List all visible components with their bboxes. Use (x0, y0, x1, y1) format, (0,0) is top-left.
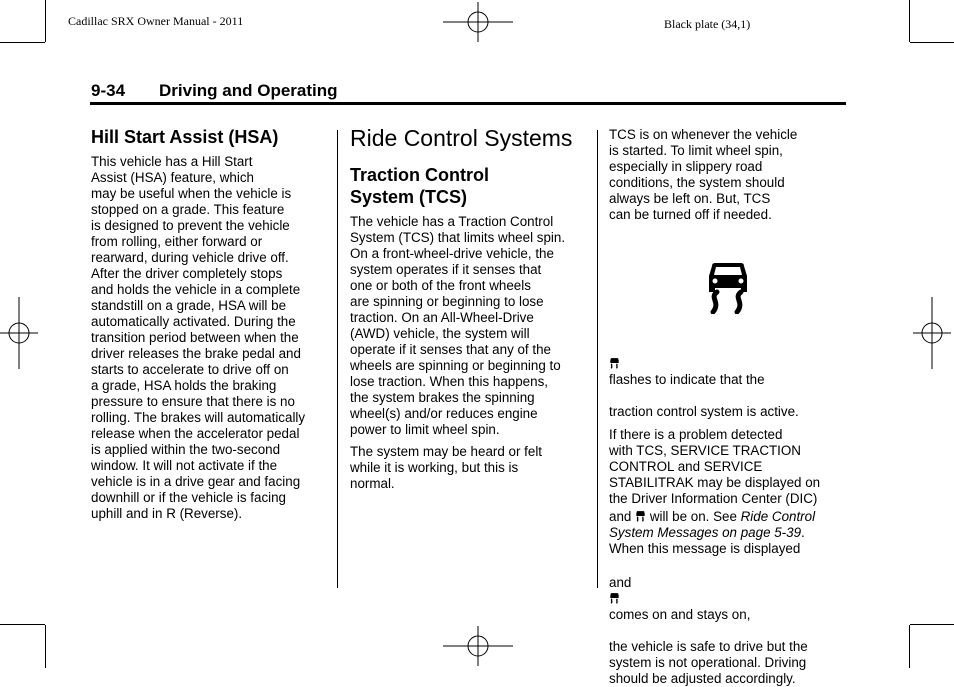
crop-mark (910, 42, 954, 43)
column-2 (350, 125, 590, 498)
page-number: 9-34 (91, 81, 126, 100)
tcs-heading: Traction Control System (TCS) (350, 165, 489, 207)
header-rule (90, 102, 846, 105)
icon-flash-text-2: traction control system is active. (609, 404, 799, 419)
crop-mark (909, 625, 910, 668)
column-divider (597, 130, 598, 588)
period: . (801, 525, 805, 540)
column-3-lower (609, 340, 849, 687)
manual-title: Cadillac SRX Owner Manual - 2011 (68, 14, 244, 28)
registration-mark-right (913, 297, 951, 369)
tcs-body-1: The vehicle has a Traction Control System (TCS) that limits wheel spin. On a front-wheel-drive vehicle, the system operates if it senses that one or both of the front wheels are spinning or beginning to lose traction. On an All-Wheel-Drive (AWD) vehicle, the system will operate if it senses that any of the wheels are spinning or beginning to lose traction. When this happens, the system brakes the spinning wheel(s) and/or reduces engine power to limit wheel spin. (350, 214, 566, 437)
registration-mark-bottom (443, 626, 513, 666)
traction-control-icon (635, 510, 646, 522)
and-text: and (609, 575, 632, 590)
tcs-on-text: TCS is on whenever the vehicle is started. To limit wheel spin, especially in slippery road conditions, the system should always be left on. But, TCS can be turned off if needed. (609, 127, 798, 222)
plate-label: Black plate (34,1) (664, 17, 751, 31)
tcs-body-2: The system may be heard or felt while it is working, but this is normal. (350, 444, 543, 491)
column-1 (91, 126, 331, 528)
column-3 (609, 127, 849, 229)
registration-mark-top (443, 2, 513, 42)
crop-mark (909, 0, 910, 42)
traction-control-icon (609, 357, 620, 369)
ride-control-title: Ride Control Systems (350, 125, 573, 151)
and-text: and (609, 509, 632, 524)
crop-mark (45, 625, 46, 668)
tcs-problem-text: If there is a problem detected with TCS, SERVICE TRACTION CONTROL and SERVICE STABILITRAK may be displayed on the Driver Information Center (DIC) (609, 427, 821, 506)
section-title: Driving and Operating (159, 81, 338, 100)
comes-on-text: comes on and stays on, (609, 607, 751, 622)
crop-mark (0, 42, 45, 43)
safe-to-drive-text: the vehicle is safe to drive but the system is not operational. Driving should be adjusted accordingly. (609, 639, 808, 686)
column-divider (337, 130, 338, 588)
traction-control-icon (609, 592, 620, 604)
crop-mark (0, 624, 45, 625)
hsa-body: This vehicle has a Hill Start Assist (HSA) feature, which may be useful when the vehicle is stopped on a grade. This feature is designed to prevent the vehicle from rolling, either forward or rearward, during vehicle drive off. After the driver completely stops and holds the vehicle in a complete standstill on a grade, HSA will be automatically activated. During the transition period between when the driver releases the brake pedal and starts to accelerate to drive off on a grade, HSA holds the braking pressure to ensure that there is no rolling. The brakes will automatically release when the accelerator pedal is applied within the two-second window. It will not activate if the vehicle is in a drive gear and facing downhill or if the vehicle is facing uphill and in R (Reverse). (91, 154, 306, 521)
icon-flash-text: flashes to indicate that the (609, 372, 765, 387)
registration-mark-left (0, 297, 38, 369)
crop-mark (45, 0, 46, 42)
crop-mark (910, 624, 954, 625)
ride-control-messages-reference[interactable]: Ride Control System Messages on page 5-39 (609, 509, 816, 540)
hsa-heading: Hill Start Assist (HSA) (91, 127, 279, 147)
message-displayed-text: When this message is displayed (609, 541, 801, 556)
will-be-on-text: will be on. See (649, 509, 737, 524)
traction-control-icon (703, 262, 753, 314)
